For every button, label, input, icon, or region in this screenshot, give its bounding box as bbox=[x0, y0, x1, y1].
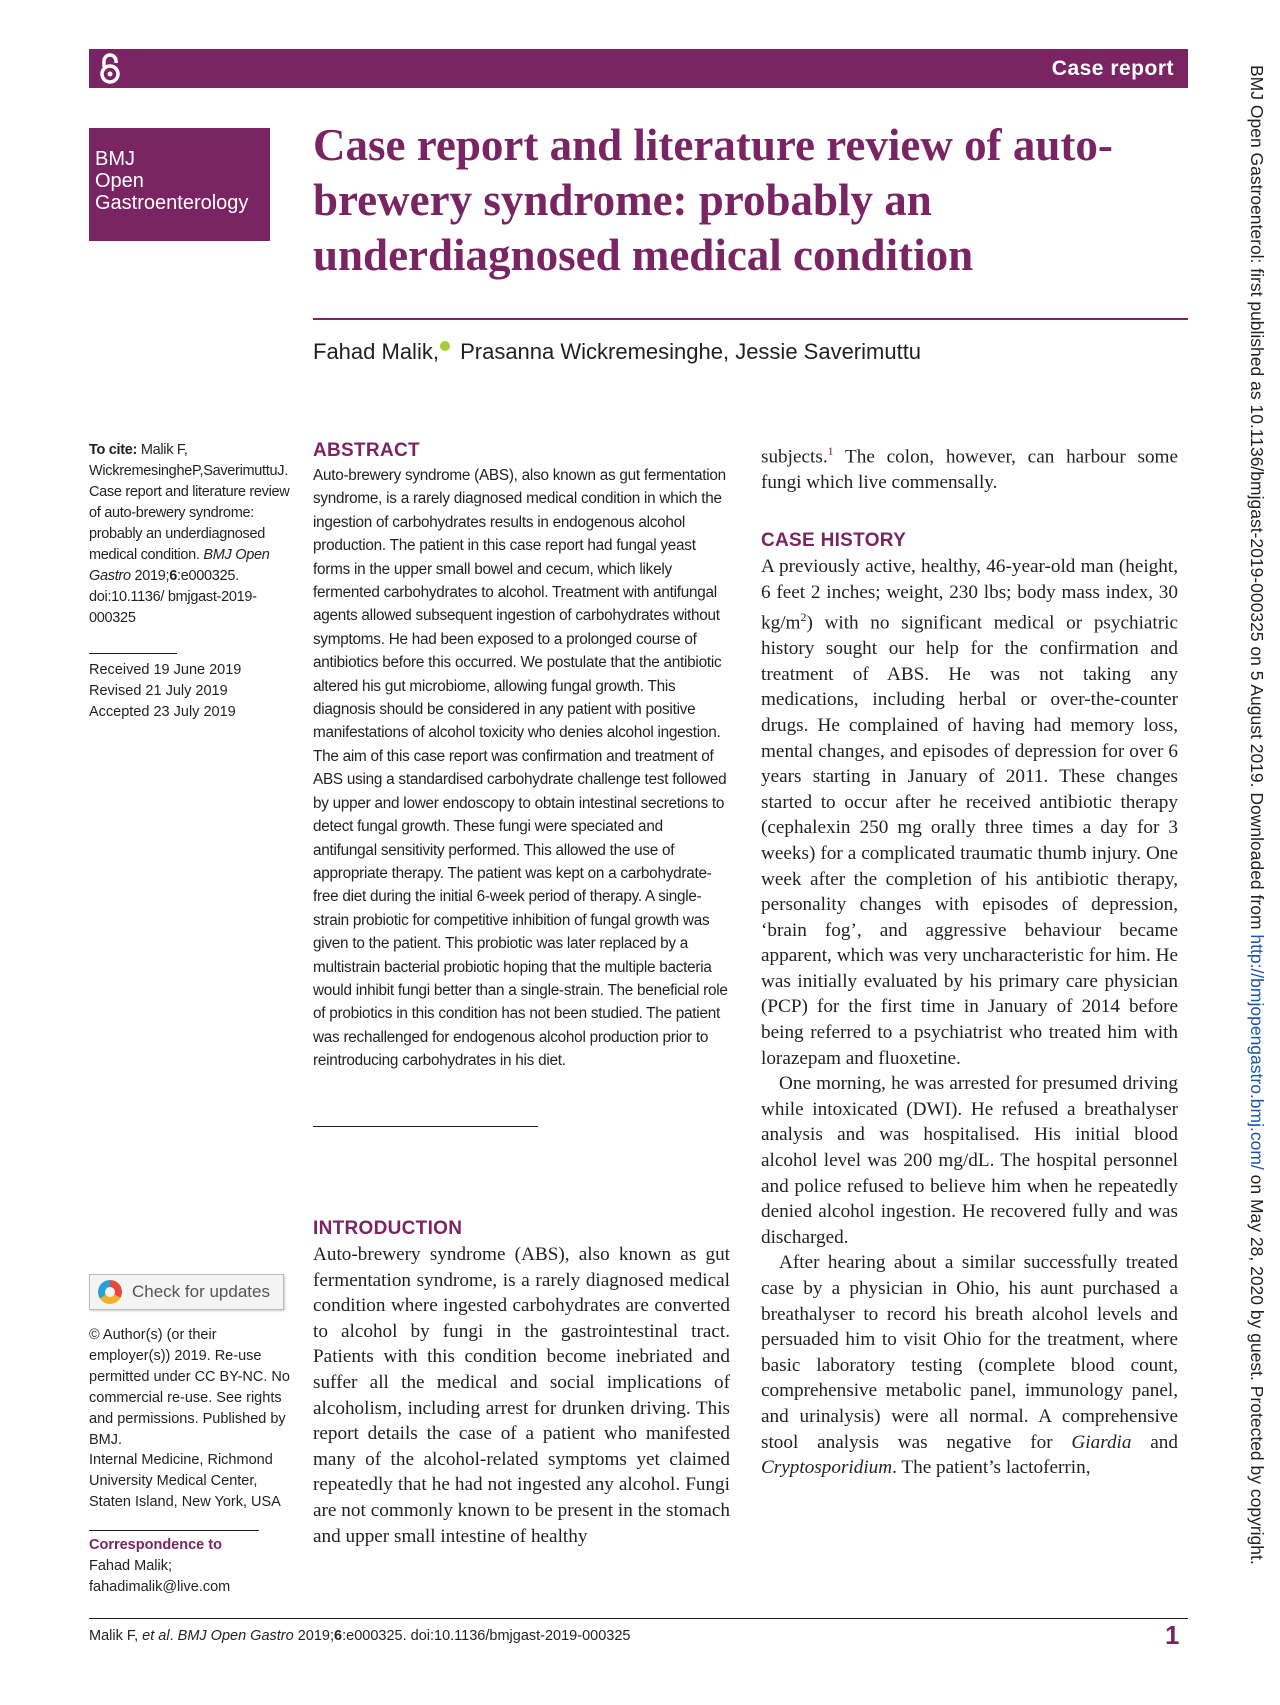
correspondence-email[interactable]: fahadimalik@live.com bbox=[89, 1579, 231, 1595]
abstract-section bbox=[313, 440, 730, 1073]
abstract-text: Auto-brewery syndrome (ABS), also known as gut fermentation syndrome, is a rarely diagnosed medical condition in which the ingestion of carbohydrates results in endogenous alcohol production. The patient in this case report had fungal yeast forms in the upper small bowel and cecum, which likely fermented carbohydrates to alcohol. Treatment with antifungal agents allowed subsequent ingestion of carbohydrates without symptoms. He had been exposed to a prolonged course of antibiotics before this occurred. We postulate that the antibiotic altered his gut microbiome, allowing fungal growth. This diagnosis should be considered in any patient with positive manifestations of alcohol toxicity who denies alcohol ingestion. The aim of this case report was confirmation and treatment of ABS using a standardised carbohydrate challenge test followed by upper and lower endoscopy to obtain intestinal secretions to detect fungal growth. These fungi were speciated and antifungal sensitivity performed. This allowed the use of appropriate therapy. The patient was kept on a carbohydrate-free diet during the initial 6-week period of therapy. A single-strain probiotic for competitive inhibition of fungal growth was given to the patient. This probiotic was later replaced by a multistrain bacterial probiotic hoping that the multiple bacteria would inhibit fungi better than a single-strain. The beneficial role of probiotics in this condition has not been studied. The patient was rechallenged for endogenous alcohol production prior to reintroducing carbohydrates in his diet. bbox=[313, 467, 728, 1070]
journal-link[interactable]: http://bmjopengastro.bmj.com/ bbox=[1247, 934, 1267, 1170]
author-first[interactable]: Fahad Malik, bbox=[313, 339, 439, 364]
check-for-updates-button[interactable]: Check for updates bbox=[89, 1274, 284, 1310]
received-date: Received 19 June 2019 bbox=[89, 662, 242, 678]
article-title: Case report and literature review of auto-brewery syndrome: probably an underdiagnosed medical condition bbox=[313, 120, 1113, 280]
divider bbox=[89, 1530, 259, 1531]
page-number: 1 bbox=[1165, 1620, 1180, 1650]
title-divider bbox=[313, 318, 1188, 320]
introduction-text: Auto-brewery syndrome (ABS), also known as gut fermentation syndrome, is a rarely diagnosed medical condition where ingested carbohydrates are converted to alcohol by fungi in the gastrointestinal tract. Patients with this condition become inebriated and suffer all the medical and social implications of alcoholism, including arrest for drunken driving. This report details the case of a patient who manifested many of the alcohol-related symptoms yet claimed repeatedly that he had not ingested any alcohol. Fungi are not commonly known to be present in the stomach and upper small intestine of healthy bbox=[313, 1244, 730, 1547]
citation-block: To cite: Malik F, WickremesingheP,SaverimuttuJ. Case report and literature review of auto-brewery syndrome: probably an underdiagnosed medical condition. BMJ Open Gastro 2019;6:e000325. doi:10.1136/ bmjgast-2019-000325 bbox=[89, 442, 290, 626]
open-access-icon bbox=[97, 53, 123, 85]
abstract-heading: ABSTRACT bbox=[313, 440, 420, 461]
author-list bbox=[313, 339, 921, 365]
license-text: © Author(s) (or their employer(s)) 2019. Re-use permitted under CC BY-NC. No commercial re-use. See rights and permissions. Published by BMJ. bbox=[89, 1327, 290, 1448]
crossmark-icon bbox=[98, 1280, 122, 1304]
accepted-date: Accepted 23 July 2019 bbox=[89, 704, 236, 720]
divider bbox=[89, 653, 177, 654]
abstract-divider bbox=[313, 1126, 538, 1127]
footer-divider bbox=[89, 1618, 1188, 1619]
dates-block bbox=[89, 653, 299, 723]
correspondence-block bbox=[89, 1530, 299, 1598]
revised-date: Revised 21 July 2019 bbox=[89, 683, 228, 699]
journal-logo: BMJ Open Gastroenterology bbox=[89, 128, 270, 241]
case-paragraph-2: One morning, he was arrested for presumed driving while intoxicated (DWI). He refused a breathalyser analysis and was hospitalised. His initial blood alcohol level was 200 mg/dL. The hospital personnel and police refused to believe him when he repeatedly denied alcohol ingestion. He recovered fully and was discharged. bbox=[761, 1073, 1178, 1248]
author-rest[interactable]: Prasanna Wickremesinghe, Jessie Saverimuttu bbox=[460, 339, 922, 364]
download-notice: BMJ Open Gastroenterol: first published as 10.1136/bmjgast-2019-000325 on 5 August 2019. Downloaded from http://bmjopengastro.bmj.com/ on May 28, 2020 by guest. Protected by copyright. bbox=[1247, 65, 1267, 1565]
introduction-heading: INTRODUCTION bbox=[313, 1218, 463, 1239]
case-history-section bbox=[761, 530, 1178, 1481]
introduction-section bbox=[313, 1218, 730, 1549]
intro-continued: subjects.$^1$ The colon, however, can harbour some fungi which live commensally. bbox=[761, 444, 1178, 493]
correspondence-heading: Correspondence to bbox=[89, 1537, 222, 1553]
article-type-label: Case report bbox=[1051, 57, 1174, 80]
affiliation-text: Internal Medicine, Richmond University Medical Center, Staten Island, New York, USA bbox=[89, 1452, 281, 1510]
case-paragraph-1: A previously active, healthy, 46-year-old man (height, 6 feet 2 inches; weight, 230 lbs; body mass index, 30 $kg/m^2$) with no significant medical or psychiatric history sought our help for the confirmation and treatment of ABS. He was not taking any medications, including herbal or over-the-counter drugs. He complained of having had memory loss, mental changes, and episodes of depression for over 6 years starting in January of 2011. These changes started to occur after he received antibiotic therapy (cephalexin 250 mg orally three times a day for 3 weeks) for a complicated traumatic thumb injury. One week after the completion of his antibiotic therapy, personality changes with episodes of depression, ‘brain fog’, and aggressive behaviour became apparent, which was very uncharacteristic for him. He was initially evaluated by his primary care physician (PCP) for the first time in January of 2014 before being referred to a psychiatrist who treated him with lorazepam and fluoxetine. bbox=[761, 556, 1178, 1069]
footer-citation: Malik F, et al. BMJ Open Gastro 2019;6:e000325. doi:10.1136/bmjgast-2019-000325 bbox=[89, 1628, 631, 1644]
correspondence-name: Fahad Malik; bbox=[89, 1558, 173, 1574]
orcid-icon[interactable] bbox=[440, 341, 450, 351]
case-history-heading: CASE HISTORY bbox=[761, 530, 907, 551]
case-paragraph-3: After hearing about a similar successfully treated case by a physician in Ohio, his aunt purchased a breathalyser to record his breath alcohol levels and persuaded him to visit Ohio for the treatment, where basic laboratory testing (complete blood count, comprehensive metabolic panel, immunology panel, and urinalysis) were all normal. A comprehensive stool analysis was negative for Giardia and Cryptosporidium. The patient’s lactoferrin, bbox=[761, 1252, 1178, 1479]
header-bar bbox=[89, 49, 1188, 88]
